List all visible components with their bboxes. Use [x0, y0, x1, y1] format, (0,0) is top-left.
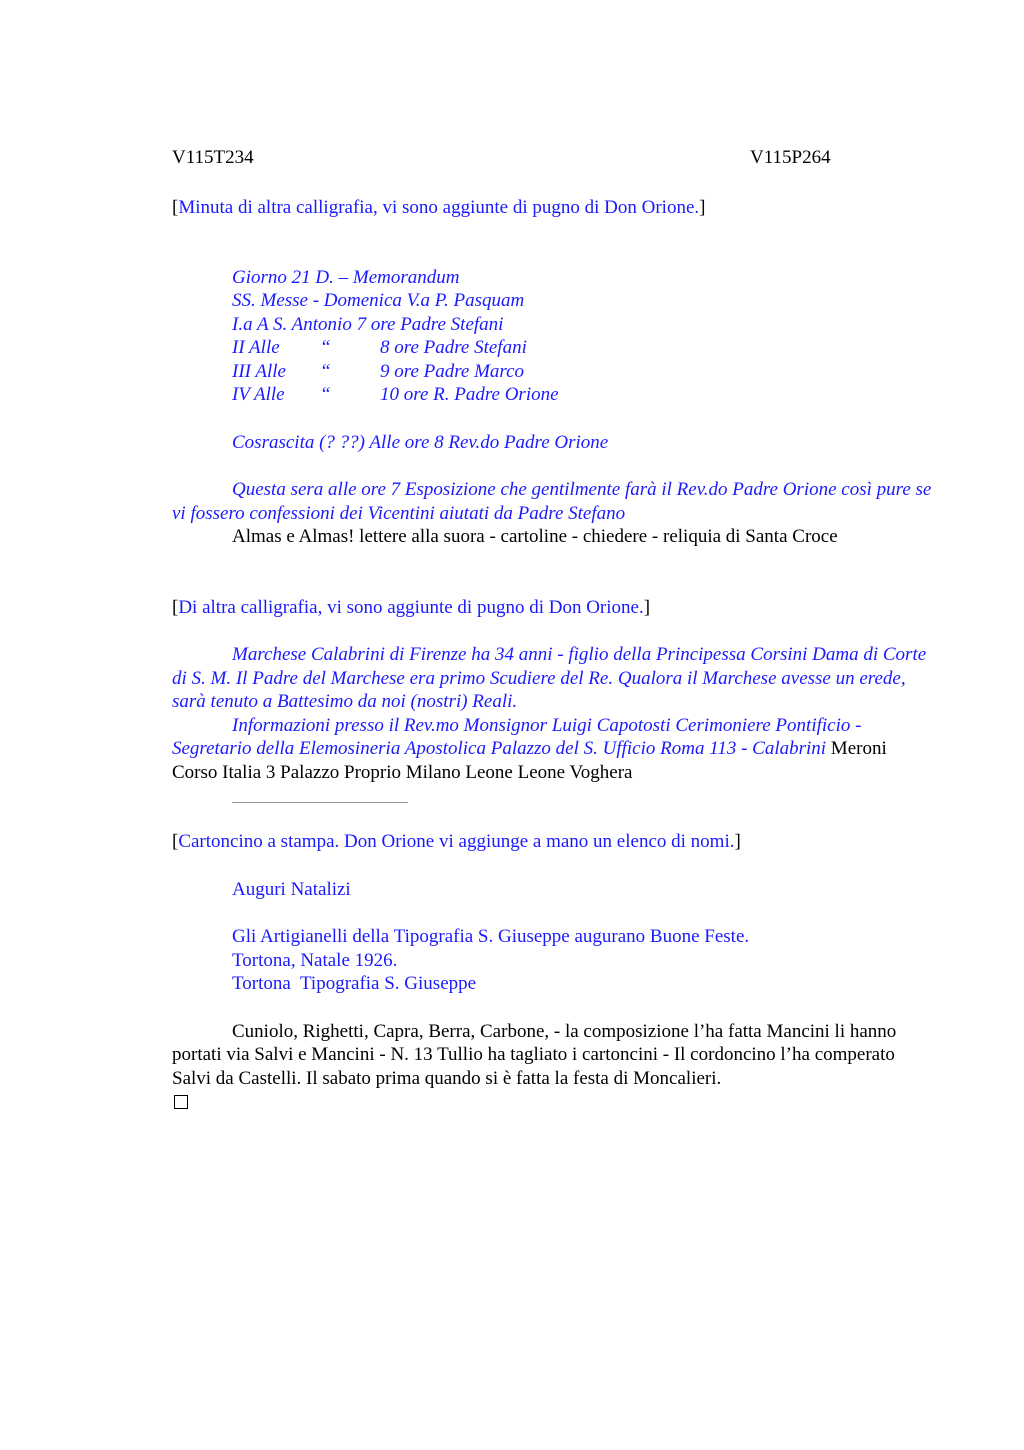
document-code-right: V115P264 — [750, 147, 831, 168]
cuniolo-paragraph: Cuniolo, Righetti, Capra, Berra, Carbone, - la composizione l’ha fatta Mancini li hanno portati via Salvi e Mancini - N. 13 Tullio ha tagliato i cartoncini - Il cordoncino l’ha comperato Salvi da Castelli. Il sabato prima quando si è fatta la festa di Moncalieri. — [172, 1020, 897, 1089]
mass-row-label: II Alle — [232, 337, 280, 358]
mass-row-text: 10 ore R. Padre Orione — [380, 384, 559, 405]
end-square-icon — [174, 1095, 188, 1109]
mass-row-ditto: “ — [320, 337, 331, 358]
memo-title: Giorno 21 D. – Memorandum — [232, 266, 460, 288]
mass-row-ditto: “ — [320, 384, 331, 405]
editorial-note-1-text: Minuta di altra calligrafia, vi sono aggiunte di pugno di Don Orione. — [178, 197, 700, 218]
mass-row — [232, 360, 932, 384]
document-page — [172, 146, 932, 1116]
editorial-note-3-text: Cartoncino a stampa. Don Orione vi aggiunge a mano un elenco di nomi. — [178, 831, 735, 852]
informazioni-text: Informazioni presso il Rev.mo Monsignor Luigi Capotosti Cerimoniere Pontificio - Segretario della Elemosineria Apostolica Palazzo del S. Ufficio Roma 113 - Calabrini — [172, 714, 862, 759]
mass-row-ditto: “ — [320, 360, 331, 382]
page-header — [172, 146, 932, 170]
document-code-left: V115T234 — [172, 147, 254, 168]
marchese-paragraph: Marchese Calabrini di Firenze ha 34 anni - figlio della Principessa Corsini Dama di Corte di S. M. Il Padre del Marchese era primo Scudiere del Re. Qualora il Marchese avesse un erede, sarà tenuto a Battesimo da noi (nostri) Reali. — [172, 644, 927, 712]
informazioni-paragraph — [172, 714, 932, 785]
printed-card-block — [172, 878, 932, 996]
mass-row-text: 8 ore Padre Stefani — [380, 337, 527, 358]
mass-row — [232, 383, 932, 407]
tortona-natale-line: Tortona, Natale 1926. — [232, 949, 398, 971]
cosrascita-line: Cosrascita (? ??) Alle ore 8 Rev.do Padre Orione — [232, 431, 609, 453]
separator-line — [232, 802, 408, 803]
mass-row-label: IV Alle — [232, 384, 285, 405]
tortona-tipografia-line: Tortona Tipografia S. Giuseppe — [232, 973, 477, 994]
auguri-heading: Auguri Natalizi — [232, 878, 351, 900]
almas-paragraph: Almas e Almas! lettere alla suora - cartoline - chiedere - reliquia di Santa Croce — [232, 526, 838, 547]
editorial-note-2: [Di altra calligrafia, vi sono aggiunte di pugno di Don Orione.] — [172, 596, 651, 618]
mass-row-text: 9 ore Padre Marco — [380, 360, 525, 382]
mass-row — [232, 336, 932, 360]
editorial-note-2-text: Di altra calligrafia, vi sono aggiunte di pugno di Don Orione. — [178, 596, 644, 618]
mass-row-label: III Alle — [232, 360, 286, 382]
artigianelli-line: Gli Artigianelli della Tipografia S. Giuseppe augurano Buone Feste. — [232, 926, 750, 947]
editorial-note-3: [Cartoncino a stampa. Don Orione vi aggiunge a mano un elenco di nomi.] — [172, 831, 741, 852]
masses-title: SS. Messe - Domenica V.a P. Pasquam — [232, 290, 525, 311]
first-mass: I.a A S. Antonio 7 ore Padre Stefani — [232, 313, 504, 335]
meroni-text: Meroni Corso Italia 3 Palazzo Proprio Milano Leone Leone Voghera — [172, 738, 887, 783]
esposizione-paragraph: Questa sera alle ore 7 Esposizione che gentilmente farà il Rev.do Padre Orione così pure se vi fossero confessioni dei Vicentini aiutati da Padre Stefano — [172, 479, 932, 524]
editorial-note-1: [Minuta di altra calligrafia, vi sono aggiunte di pugno di Don Orione.] — [172, 197, 706, 218]
memorandum-block — [172, 266, 932, 455]
